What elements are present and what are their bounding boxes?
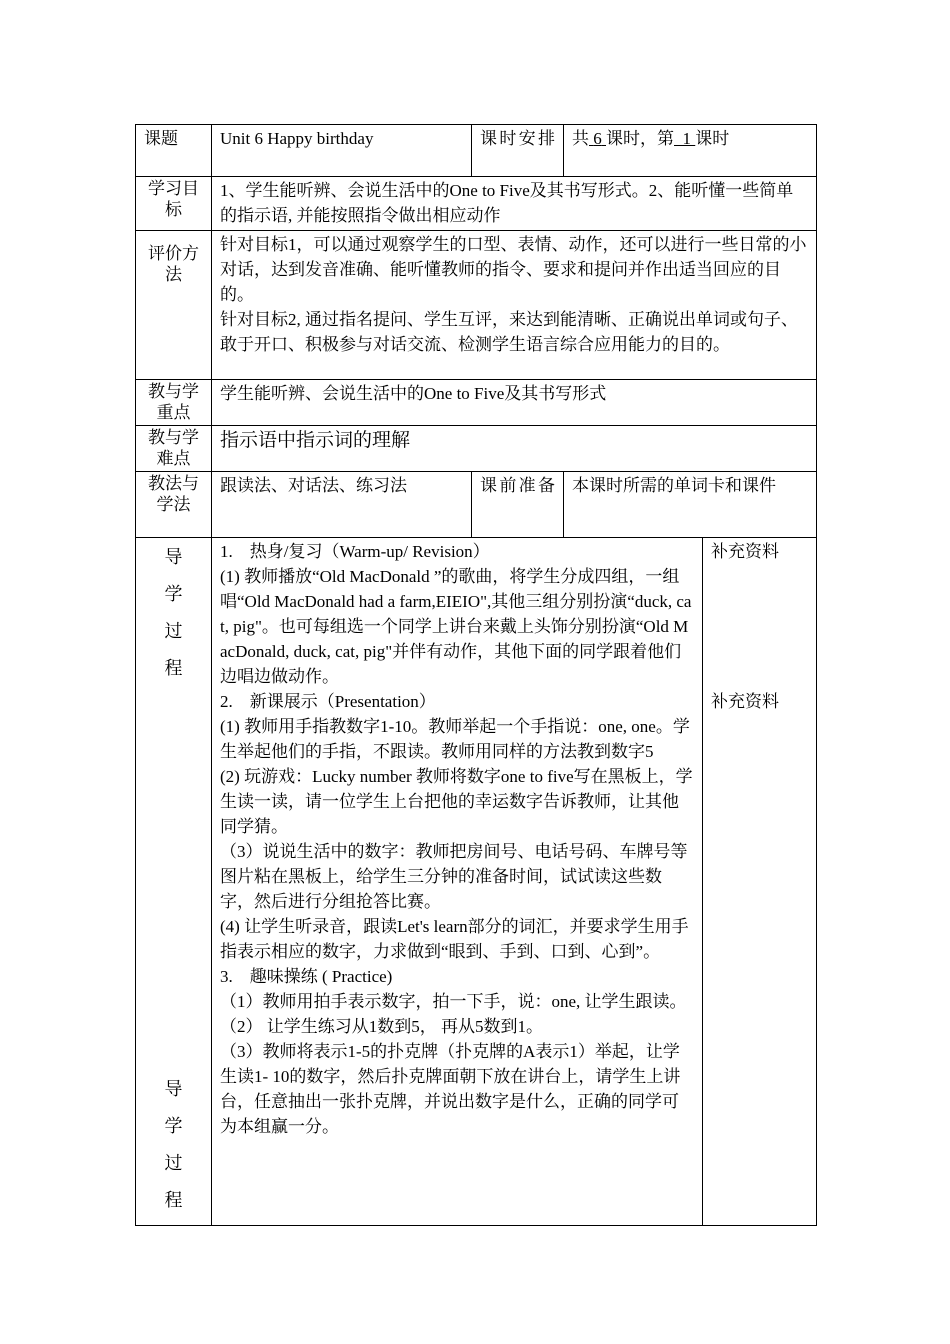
schedule-total-number: 6 [593,129,602,148]
process-row [136,538,817,1226]
schedule-current [674,129,695,148]
presentation-step-3: （3）说说生活中的数字：教师把房间号、电话号码、车牌号等图片粘在黑板上，给学生三分钟的准备时间，试试读这些数字，然后进行分组抢答比赛。 [220,842,688,911]
key-points-label: 教与学重点 [136,380,212,426]
presentation-step-2: (2) 玩游戏：Lucky number 教师将数字one to five写在黑板上，学生读一读，请一位学生上台把他的幸运数字告诉教师，让其他同学猜。 [220,767,693,836]
process-char-dao-2: 导 [164,1079,183,1099]
evaluation-paragraph-1: 针对目标1，可以通过观察学生的口型、表情、动作，还可以进行一些日常的小对话，达到发音准确、能听懂教师的指令、要求和提问并作出适当回应的目的。 [220,235,807,304]
practice-step-2: （2） 让学生练习从1数到5， 再从5数到1。 [220,1017,543,1036]
process-char-cheng: 程 [164,658,183,678]
supplement-spacer [711,564,808,689]
presentation-heading: 2. 新课展示（Presentation） [220,692,436,711]
process-label [136,538,212,1226]
supplement-label-1: 补充资料 [711,542,779,561]
key-points-text: 学生能听辨、会说生活中的One to Five及其书写形式 [212,380,817,426]
difficulties-text: 指示语中指示词的理解 [212,426,817,472]
process-char-xue: 学 [164,584,183,604]
schedule-current-number: 1 [682,129,691,148]
process-char-cheng-2: 程 [164,1190,183,1210]
lesson-plan-table [135,124,817,1226]
practice-step-3: （3）教师将表示1-5的扑克牌（扑克牌的A表示1）举起，让学生读1- 10的数字，然后扑克牌面朝下放在讲台上，请学生上讲台，任意抽出一张扑克牌，并说出数字是什么，正确的同学可为本组赢一分。 [220,1042,681,1136]
schedule-total [589,129,606,148]
goals-row [136,177,817,231]
schedule-value [564,125,817,177]
goals-text: 1、学生能听辨、会说生活中的One to Five及其书写形式。2、能听懂一些简单的指示语, 并能按照指令做出相应动作 [212,177,817,231]
topic-label: 课题 [136,125,212,177]
prep-text: 本课时所需的单词卡和课件 [564,472,817,538]
supplement-label-2: 补充资料 [711,692,779,711]
process-content [212,538,703,1226]
methods-label: 教法与学法 [136,472,212,538]
goals-label: 学习目标 [136,177,212,231]
process-char-guo-2: 过 [164,1153,183,1173]
presentation-step-4: (4) 让学生听录音，跟读Let's learn部分的词汇，并要求学生用手指表示相应的数字，力求做到“眼到、手到、口到、心到”。 [220,917,689,961]
topic-value: Unit 6 Happy birthday [212,125,472,177]
process-label-top [144,539,203,687]
methods-row [136,472,817,538]
practice-heading: 3. 趣味操练 ( Practice) [220,967,393,986]
schedule-current-suffix: 课时 [695,129,730,148]
difficulties-label: 教与学难点 [136,426,212,472]
evaluation-row [136,231,817,380]
practice-step-1: （1）教师用拍手表示数字，拍一下手，说：one, 让学生跟读。 [220,992,687,1011]
process-char-xue-2: 学 [164,1116,183,1136]
process-char-dao: 导 [164,547,183,567]
evaluation-paragraph-2: 针对目标2, 通过指名提问、学生互评，来达到能清晰、正确说出单词或句子、敢于开口、积极参与对话交流、检测学生语言综合应用能力的目的。 [220,310,798,354]
process-label-bottom [136,1071,211,1219]
warmup-step-1: (1) 教师播放“Old MacDonald ”的歌曲，将学生分成四组，一组唱“Old MacDonald had a farm,EIEIO",其他三组分别扮演“duck, cat, pig"。也可每组选一个同学上讲台来戴上头饰分别扮演“Old MacDonald, duck, cat, pig"并伴有动作，其他下面的同学跟着他们边唱边做动作。 [220,567,692,686]
key-points-row [136,380,817,426]
prep-label: 课前准备 [472,472,564,538]
difficulties-row [136,426,817,472]
process-char-guo: 过 [164,621,183,641]
evaluation-text [212,231,817,380]
warmup-heading: 1. 热身/复习（Warm-up/ Revision） [220,542,490,561]
presentation-step-1: (1) 教师用手指教数字1-10。教师举起一个手指说：one, one。学生举起他们的手指，不跟读。教师用同样的方法教到数字5 [220,717,690,761]
evaluation-label: 评价方法 [136,231,212,380]
schedule-label: 课时安排 [472,125,564,177]
supplement-column [703,538,817,1226]
methods-text: 跟读法、对话法、练习法 [212,472,472,538]
topic-row [136,125,817,177]
schedule-total-suffix: 课时，第 [606,129,674,148]
schedule-total-prefix: 共 [572,129,589,148]
